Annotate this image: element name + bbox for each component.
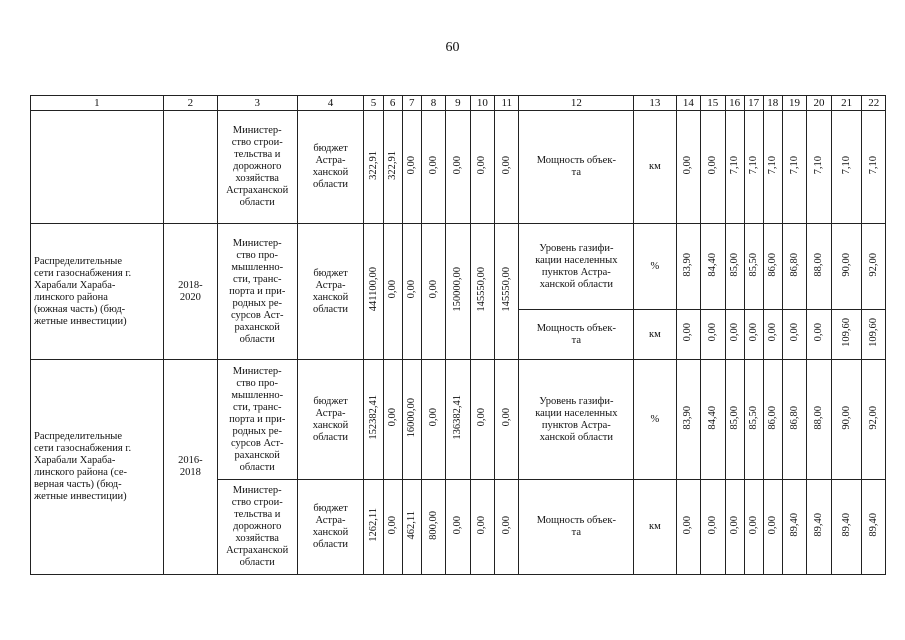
header-cell: 13 xyxy=(634,96,676,111)
table-row xyxy=(31,224,886,310)
value-cell xyxy=(421,111,445,224)
target-cell xyxy=(676,360,700,480)
cell-value: 0,00 xyxy=(706,515,718,535)
target-cell xyxy=(862,360,886,480)
target-cell xyxy=(807,224,831,310)
target-cell xyxy=(763,111,782,224)
cell-value: 0,00 xyxy=(427,280,439,299)
cell-value: 0,00 xyxy=(788,323,800,342)
cell-value: 136382,41 xyxy=(451,395,463,440)
funding-cell: бюджет Астра- ханской области xyxy=(297,224,364,360)
cell-value: 0,00 xyxy=(427,155,439,175)
cell-value: 322,91 xyxy=(386,150,398,180)
value-cell xyxy=(495,111,519,224)
value-cell xyxy=(421,224,445,360)
value-cell xyxy=(421,360,445,480)
unit-cell: км xyxy=(634,310,676,360)
cell-value: 86,00 xyxy=(766,252,778,277)
indicator-cell: Мощность объек- та xyxy=(519,480,634,575)
cell-value: 86,00 xyxy=(766,405,778,430)
target-cell xyxy=(744,480,763,575)
header-cell: 1 xyxy=(31,96,164,111)
cell-value: 0,00 xyxy=(706,323,718,342)
target-cell xyxy=(725,480,744,575)
cell-value: 0,00 xyxy=(500,408,512,427)
cell-value: 145550,00 xyxy=(500,267,512,312)
cell-value: 462,11 xyxy=(405,510,417,540)
value-cell xyxy=(495,480,519,575)
header-cell: 3 xyxy=(217,96,297,111)
cell-value: 0,00 xyxy=(766,515,778,535)
unit-cell: км xyxy=(634,111,676,224)
cell-value: 86,80 xyxy=(788,252,800,277)
indicator-cell: Уровень газифи- кации населенных пунктов Астра- ханской области xyxy=(519,360,634,480)
unit-cell: % xyxy=(634,360,676,480)
header-cell: 21 xyxy=(831,96,862,111)
value-cell xyxy=(421,480,445,575)
value-cell xyxy=(402,360,421,480)
target-cell xyxy=(701,224,725,310)
value-cell xyxy=(470,111,494,224)
cell-value: 7,10 xyxy=(728,155,740,175)
unit-cell: км xyxy=(634,480,676,575)
cell-value: 89,40 xyxy=(788,513,800,537)
header-cell: 16 xyxy=(725,96,744,111)
value-cell xyxy=(364,360,383,480)
cell-value: 88,00 xyxy=(812,252,824,277)
target-cell xyxy=(831,310,862,360)
header-cell: 20 xyxy=(807,96,831,111)
cell-value: 89,40 xyxy=(867,513,879,537)
cell-value: 7,10 xyxy=(840,155,852,175)
funding-cell: бюджет Астра- ханской области xyxy=(297,111,364,224)
cell-value: 83,90 xyxy=(682,252,694,277)
header-cell: 12 xyxy=(519,96,634,111)
period-cell: 2016- 2018 xyxy=(163,360,217,575)
cell-value: 7,10 xyxy=(747,155,759,175)
cell-value: 0,00 xyxy=(682,155,694,175)
project-name-cell: Распределительные сети газоснабжения г. Харабали Хараба- линского района (се- верная часть) (бюд- жетные инвестиции) xyxy=(31,360,164,575)
funding-cell: бюджет Астра- ханской области xyxy=(297,360,364,480)
cell-value: 7,10 xyxy=(867,155,879,175)
value-cell xyxy=(495,360,519,480)
value-cell xyxy=(470,480,494,575)
target-cell xyxy=(763,310,782,360)
target-cell xyxy=(763,360,782,480)
period-cell xyxy=(163,111,217,224)
cell-value: 89,40 xyxy=(812,513,824,537)
indicator-cell: Мощность объек- та xyxy=(519,310,634,360)
period-cell: 2018- 2020 xyxy=(163,224,217,360)
target-cell xyxy=(831,480,862,575)
cell-value: 0,00 xyxy=(386,515,398,535)
header-cell: 17 xyxy=(744,96,763,111)
cell-value: 152382,41 xyxy=(367,395,379,440)
cell-value: 0,00 xyxy=(706,155,718,175)
target-cell xyxy=(701,360,725,480)
target-cell xyxy=(744,224,763,310)
value-cell xyxy=(364,480,383,575)
cell-value: 7,10 xyxy=(766,155,778,175)
target-cell xyxy=(831,111,862,224)
cell-value: 0,00 xyxy=(682,323,694,342)
cell-value: 0,00 xyxy=(451,515,463,535)
cell-value: 1262,11 xyxy=(367,508,379,542)
cell-value: 85,00 xyxy=(728,252,740,277)
agency-cell: Министер- ство строи- тельства и дорожного хозяйства Астраханской области xyxy=(217,111,297,224)
cell-value: 109,60 xyxy=(840,318,852,347)
target-cell xyxy=(782,480,806,575)
target-cell xyxy=(725,224,744,310)
header-cell: 15 xyxy=(701,96,725,111)
cell-value: 7,10 xyxy=(788,155,800,175)
cell-value: 0,00 xyxy=(476,155,488,175)
table-row xyxy=(31,111,886,224)
cell-value: 322,91 xyxy=(367,150,379,180)
value-cell xyxy=(383,360,402,480)
cell-value: 0,00 xyxy=(682,515,694,535)
cell-value: 0,00 xyxy=(386,280,398,299)
value-cell xyxy=(495,224,519,360)
agency-cell: Министер- ство про- мышленно- сти, транс- порта и при- родных ре- сурсов Аст- раханской области xyxy=(217,360,297,480)
value-cell xyxy=(402,111,421,224)
table-row xyxy=(31,360,886,480)
cell-value: 90,00 xyxy=(840,252,852,277)
cell-value: 0,00 xyxy=(451,155,463,175)
target-cell xyxy=(862,224,886,310)
cell-value: 0,00 xyxy=(747,323,759,342)
value-cell xyxy=(446,480,470,575)
value-cell xyxy=(402,480,421,575)
value-cell xyxy=(383,480,402,575)
target-cell xyxy=(862,111,886,224)
value-cell xyxy=(402,224,421,360)
target-cell xyxy=(676,480,700,575)
cell-value: 92,00 xyxy=(867,252,879,277)
cell-value: 83,90 xyxy=(682,405,694,430)
header-cell: 9 xyxy=(446,96,470,111)
cell-value: 800,00 xyxy=(427,510,439,540)
cell-value: 0,00 xyxy=(476,515,488,535)
value-cell xyxy=(446,224,470,360)
target-cell xyxy=(725,360,744,480)
target-cell xyxy=(831,360,862,480)
target-cell xyxy=(676,310,700,360)
cell-value: 0,00 xyxy=(427,408,439,427)
value-cell xyxy=(470,360,494,480)
value-cell xyxy=(446,111,470,224)
cell-value: 0,00 xyxy=(500,155,512,175)
cell-value: 0,00 xyxy=(812,323,824,342)
project-name-cell xyxy=(31,111,164,224)
target-cell xyxy=(782,111,806,224)
cell-value: 85,50 xyxy=(747,405,759,430)
header-cell: 7 xyxy=(402,96,421,111)
value-cell xyxy=(383,111,402,224)
indicator-cell: Мощность объек- та xyxy=(519,111,634,224)
header-cell: 22 xyxy=(862,96,886,111)
target-cell xyxy=(744,111,763,224)
cell-value: 84,40 xyxy=(706,252,718,277)
agency-cell: Министер- ство строи- тельства и дорожного хозяйства Астраханской области xyxy=(217,480,297,575)
cell-value: 86,80 xyxy=(788,405,800,430)
table-row xyxy=(31,96,886,111)
cell-value: 85,00 xyxy=(728,405,740,430)
indicator-cell: Уровень газифи- кации населенных пунктов Астра- ханской области xyxy=(519,224,634,310)
target-cell xyxy=(782,310,806,360)
cell-value: 145550,00 xyxy=(476,267,488,312)
cell-value: 0,00 xyxy=(405,280,417,299)
funding-cell: бюджет Астра- ханской области xyxy=(297,480,364,575)
target-cell xyxy=(782,224,806,310)
cell-value: 0,00 xyxy=(766,323,778,342)
cell-value: 16000,00 xyxy=(405,397,417,438)
target-cell xyxy=(807,111,831,224)
header-cell: 18 xyxy=(763,96,782,111)
cell-value: 0,00 xyxy=(476,408,488,427)
page-number: 60 xyxy=(445,40,460,55)
target-cell xyxy=(807,480,831,575)
cell-value: 109,60 xyxy=(867,318,879,347)
target-cell xyxy=(763,224,782,310)
cell-value: 0,00 xyxy=(500,515,512,535)
target-cell xyxy=(807,310,831,360)
cell-value: 150000,00 xyxy=(451,267,463,312)
program-table xyxy=(30,95,886,575)
header-cell: 8 xyxy=(421,96,445,111)
cell-value: 0,00 xyxy=(386,408,398,427)
cell-value: 441100,00 xyxy=(367,267,379,312)
target-cell xyxy=(701,480,725,575)
header-cell: 10 xyxy=(470,96,494,111)
value-cell xyxy=(364,111,383,224)
cell-value: 0,00 xyxy=(728,515,740,535)
value-cell xyxy=(446,360,470,480)
cell-value: 90,00 xyxy=(840,405,852,430)
target-cell xyxy=(676,224,700,310)
target-cell xyxy=(744,310,763,360)
agency-cell: Министер- ство про- мышленно- сти, транс- порта и при- родных ре- сурсов Аст- раханской области xyxy=(217,224,297,360)
target-cell xyxy=(807,360,831,480)
header-cell: 5 xyxy=(364,96,383,111)
target-cell xyxy=(831,224,862,310)
cell-value: 0,00 xyxy=(747,515,759,535)
header-cell: 2 xyxy=(163,96,217,111)
target-cell xyxy=(701,111,725,224)
cell-value: 92,00 xyxy=(867,405,879,430)
target-cell xyxy=(701,310,725,360)
cell-value: 7,10 xyxy=(812,155,824,175)
header-cell: 11 xyxy=(495,96,519,111)
header-cell: 14 xyxy=(676,96,700,111)
target-cell xyxy=(862,310,886,360)
cell-value: 85,50 xyxy=(747,252,759,277)
target-cell xyxy=(725,111,744,224)
cell-value: 89,40 xyxy=(840,513,852,537)
cell-value: 88,00 xyxy=(812,405,824,430)
value-cell xyxy=(470,224,494,360)
header-cell: 19 xyxy=(782,96,806,111)
target-cell xyxy=(862,480,886,575)
cell-value: 0,00 xyxy=(405,155,417,175)
value-cell xyxy=(383,224,402,360)
value-cell xyxy=(364,224,383,360)
target-cell xyxy=(725,310,744,360)
header-cell: 6 xyxy=(383,96,402,111)
unit-cell: % xyxy=(634,224,676,310)
project-name-cell: Распределительные сети газоснабжения г. Харабали Хараба- линского района (южная часть) (бюд- жетные инвестиции) xyxy=(31,224,164,360)
cell-value: 0,00 xyxy=(728,323,740,342)
target-cell xyxy=(676,111,700,224)
cell-value: 84,40 xyxy=(706,405,718,430)
target-cell xyxy=(744,360,763,480)
target-cell xyxy=(763,480,782,575)
target-cell xyxy=(782,360,806,480)
header-cell: 4 xyxy=(297,96,364,111)
